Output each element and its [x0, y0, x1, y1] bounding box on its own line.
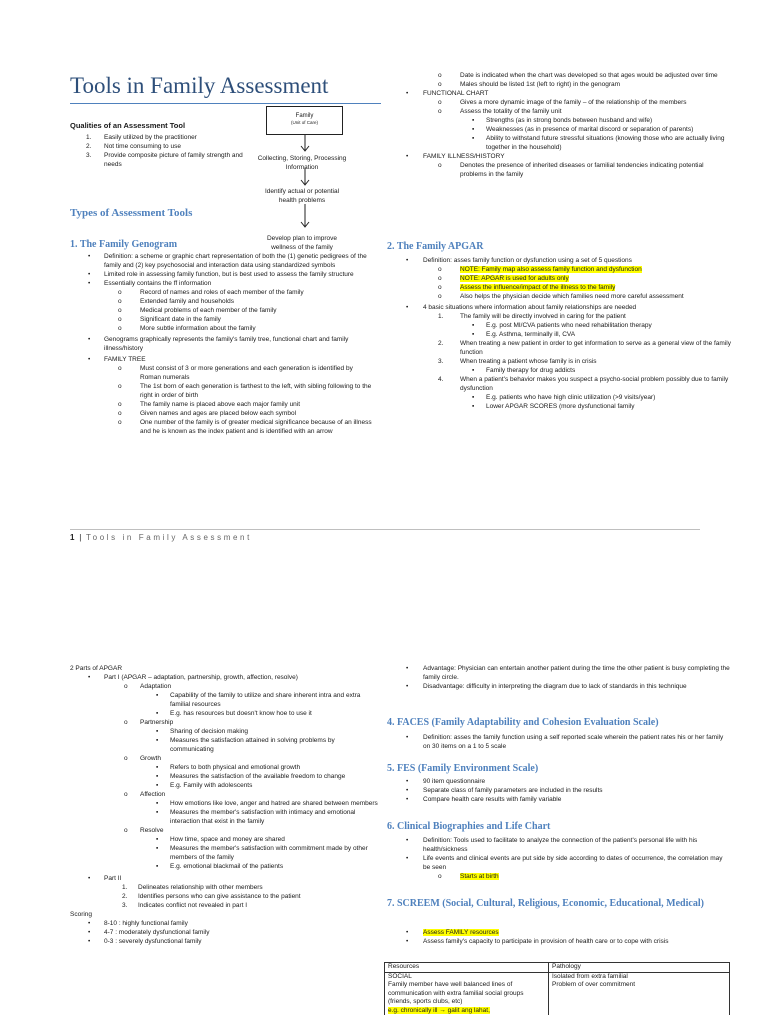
list-item: • Part I (APGAR – adaptation, partnership, growth, affection, resolve): [88, 674, 298, 681]
page-footer: [70, 533, 252, 542]
apgar-heading: 2. The Family APGAR: [387, 241, 484, 252]
list-item: ▪ Lower APGAR SCORES (more dysfunctional family: [472, 403, 635, 410]
list-item: ▪ Measures the member's satisfaction with commitment made by other members of the family: [156, 845, 368, 861]
flow-step-develop: Develop plan to improve wellness of the family: [266, 235, 338, 251]
list-item: o Starts at birth: [438, 873, 499, 880]
list-item: 3. Provide composite picture of family strength and needs: [86, 152, 243, 168]
list-item: ▪ Strengths (as in strong bonds between husband and wife): [472, 117, 653, 124]
list-item: • Definition: asses the family function using a self reported scale wherein the patient rates his or her family on 30 items on a 1 to 5 scale: [406, 734, 724, 750]
list-item: 1. Easily utilized by the practitioner: [86, 134, 197, 141]
list-item: • FAMILY TREE: [88, 356, 146, 363]
list-item: ▪ Capability of the family to utilize and share inherent intra and extra familial resources: [156, 692, 361, 708]
list-item: • Definition: a scheme or graphic chart representation of both the (1) genetic pedigrees of the family and (2) key psychosocial and interaction data using standardized symbols: [88, 253, 367, 269]
list-item: o Medical problems of each member of the family: [118, 307, 277, 314]
table-header: Pathology: [549, 963, 730, 973]
list-item: ▪ Measures the member's satisfaction with intimacy and emotional interaction that exist in the family: [156, 809, 356, 825]
list-item: • Definition: Tools used to facilitate to analyze the connection of the patient's personal life with his health/sickness: [406, 837, 698, 853]
list-item: o Significant date in the family: [118, 316, 221, 323]
list-item: • Compare health care results with family variable: [406, 796, 562, 803]
list-item: o Given names and ages are placed below each symbol: [118, 410, 297, 417]
fes-heading: 5. FES (Family Environment Scale): [387, 763, 539, 774]
list-item: ▪ E.g. emotional blackmail of the patients: [156, 863, 284, 870]
list-item: ▪ How emotions like love, anger and hatred are shared between members: [156, 800, 378, 807]
screem-heading: 7. SCREEM (Social, Cultural, Religious, Economic, Educational, Medical): [387, 898, 704, 909]
flow-step-collect: Collecting, Storing, Processing Information: [257, 155, 347, 171]
list-item: • 4-7 : moderately dysfunctional family: [88, 929, 210, 936]
list-item: 3. Indicates conflict not revealed in part I: [122, 902, 248, 909]
qualities-list: [86, 133, 261, 169]
list-item: ▪ Measures the satisfaction attained in solving problems by communicating: [156, 737, 335, 753]
list-item: ▪ Sharing of decision making: [156, 728, 249, 735]
list-item: • Genograms graphically represents the family's family tree, functional chart and family illness/history: [88, 336, 349, 352]
screem-list: [406, 928, 731, 946]
list-item: o Adaptation: [124, 683, 172, 690]
list-item: o Assess the totality of the family unit: [438, 108, 562, 115]
list-item: • Separate class of family parameters are included in the results: [406, 787, 603, 794]
table-row: [385, 972, 730, 1015]
screem-table: [384, 962, 730, 1015]
qualities-heading: Qualities of an Assessment Tool: [70, 121, 186, 130]
list-item: 2. Not time consuming to use: [86, 143, 181, 150]
list-item: o Gives a more dynamic image of the family – of the relationship of the members: [438, 99, 687, 106]
list-item: • 8-10 : highly functional family: [88, 920, 188, 927]
list-item: o Males should be listed 1st (left to right) in the genogram: [438, 81, 621, 88]
list-item: • Essentially contains the ff information: [88, 280, 212, 287]
family-unit-box: Family (Unit of Care): [266, 106, 343, 135]
list-item: 1. Delineates relationship with other members: [122, 884, 263, 891]
list-item: • 0-3 : severely dysfunctional family: [88, 938, 202, 945]
fes-list: [406, 777, 731, 804]
list-item: • Disadvantage: difficulty in interpreting the diagram due to lack of standards in this technique: [406, 683, 687, 690]
list-item: • Definition: asses family function or dysfunction using a set of 5 questions: [406, 257, 632, 264]
list-item: ▪ E.g. post MI/CVA patients who need rehabilitation therapy: [472, 322, 652, 329]
list-item: ▪ Measures the satisfaction of the available freedom to change: [156, 773, 346, 780]
list-item: 1. The family will be directly involved in caring for the patient: [438, 313, 626, 320]
table-cell: Problem of over commitment: [552, 981, 636, 988]
types-heading: Types of Assessment Tools: [70, 207, 193, 219]
list-item: o The 1st born of each generation is farthest to the left, with sibling following to the right in order of birth: [118, 383, 372, 399]
parts-of-apgar: [70, 664, 380, 946]
page-number: 1: [70, 533, 75, 542]
footer-separator: |: [79, 533, 82, 542]
list-item: ▪ Refers to both physical and emotional growth: [156, 764, 301, 771]
table-header: Resources: [385, 963, 549, 973]
list-item: o Record of names and roles of each member of the family: [118, 289, 304, 296]
list-item: ▪ How time, space and money are shared: [156, 836, 285, 843]
footer-title: Tools in Family Assessment: [86, 533, 252, 542]
list-item: • Limited role in assessing family function, but is best used to assess the family structure: [88, 271, 354, 278]
list-item: 4. When a patient's behavior makes you suspect a psycho-social problem possibly due to family dysfunction: [438, 376, 729, 392]
list-item: • Advantage: Physician can entertain another patient during the time the other patient is busy completing the family circle.: [406, 665, 730, 681]
list-item: 2. Identifies persons who can give assistance to the patient: [122, 893, 301, 900]
faces-heading: 4. FACES (Family Adaptability and Cohesion Evaluation Scale): [387, 717, 659, 728]
list-item: o Also helps the physician decide which families need more careful assessment: [438, 293, 684, 300]
table-cell: Family member have well balanced lines of communication with extra familial social groups (friends, sports clubs, etc): [388, 981, 524, 1005]
list-item: • Part II: [88, 875, 122, 882]
list-item: 3. When treating a patient whose family is in crisis: [438, 358, 597, 365]
scoring-heading: Scoring: [70, 911, 93, 918]
list-item: o One number of the family is of greater medical significance because of an illness and he is known as the index patient and is identified with an arrow: [118, 419, 372, 435]
list-item: o Date is indicated when the chart was developed so that ages would be adjusted over time: [438, 72, 718, 79]
list-item: o Assess the influence/impact of the illness to the family: [438, 284, 616, 291]
list-item: ▪ E.g. has resources but doesn't know hoe to use it: [156, 710, 312, 717]
adv-list: [406, 664, 731, 691]
list-item: o The family name is placed above each major family unit: [118, 401, 301, 408]
list-item: o More subtle information about the family: [118, 325, 256, 332]
list-item: o Extended family and households: [118, 298, 234, 305]
list-item: • Life events and clinical events are put side by side according to dates of occurrence, the correlation may be seen: [406, 855, 723, 871]
flow-step-identify: Identify actual or potential health problems: [264, 188, 340, 204]
list-item: • Assess FAMILY resources: [406, 929, 499, 936]
parts-heading: 2 Parts of APGAR: [70, 665, 123, 672]
table-row: [385, 963, 730, 973]
table-cell: Isolated from extra familial: [552, 972, 628, 980]
list-item: o Growth: [124, 755, 161, 762]
apgar-list: [406, 256, 731, 411]
list-item: o Partnership: [124, 719, 174, 726]
faces-list: [406, 733, 731, 751]
list-item: • 90 item questionnaire: [406, 778, 486, 785]
clinical-heading: 6. Clinical Biographies and Life Chart: [387, 821, 551, 832]
list-item: ▪ Ability to withstand future stressful situations (knowing those who are actually living together in the household): [472, 135, 725, 151]
list-item: ▪ E.g. Asthma, terminally ill, CVA: [472, 331, 576, 338]
list-item: o Affection: [124, 791, 166, 798]
table-cell: e.g. chronically ill → galit ang lahat,: [388, 1006, 490, 1014]
page-title: Tools in Family Assessment: [70, 73, 329, 98]
list-item: ▪ Weaknesses (as in presence of marital discord or separation of parents): [472, 126, 694, 133]
genogram-list: [88, 252, 373, 436]
list-item: o Resolve: [124, 827, 164, 834]
list-item: ▪ E.g. Family with adolescents: [156, 782, 253, 789]
list-item: 2. When treating a new patient in order to get information to serve as a general view of the family function: [438, 340, 731, 356]
title-rule: [70, 103, 381, 104]
list-item: • Assess family's capacity to participate in provision of health care or to cope with crisis: [406, 938, 669, 945]
table-cell: SOCIAL: [388, 972, 412, 980]
genogram-heading: 1. The Family Genogram: [70, 239, 178, 250]
list-item: o Denotes the presence of inherited diseases or familial tendencies indicating potential problems in the family: [438, 162, 704, 178]
right-column-top: [406, 71, 731, 179]
list-item: o NOTE: Family map also assess family function and dysfunction: [438, 266, 642, 273]
list-item: ▪ Family therapy for drug addicts: [472, 367, 576, 374]
list-item: • FAMILY ILLNESS/HISTORY: [406, 153, 505, 160]
footer-rule: [70, 529, 700, 530]
list-item: o NOTE: APGAR is used for adults only: [438, 275, 569, 282]
list-item: • 4 basic situations where information about family relationships are needed: [406, 304, 637, 311]
clinical-list: [406, 836, 731, 881]
list-item: o Must consist of 3 or more generations and each generation is identified by Roman numerals: [118, 365, 353, 381]
list-item: ▪ E.g. patients who have high clinic utilization (>9 visits/year): [472, 394, 656, 401]
list-item: • FUNCTIONAL CHART: [406, 90, 489, 97]
